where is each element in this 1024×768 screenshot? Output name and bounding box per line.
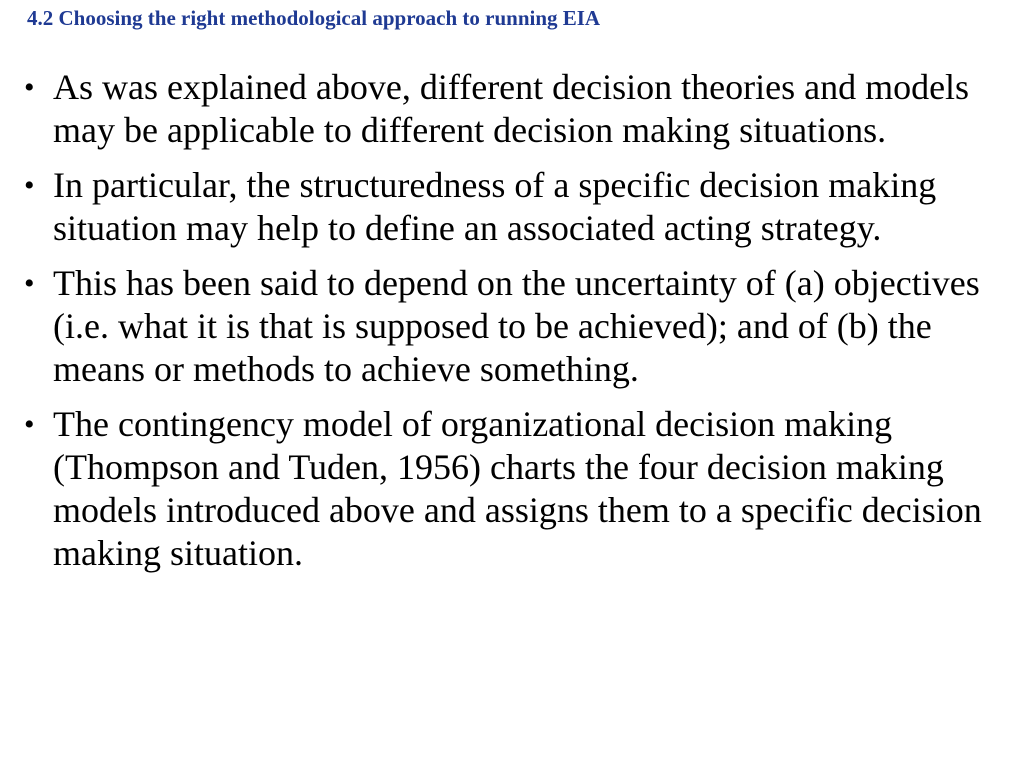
bullet-item <box>24 164 1009 250</box>
bullet-item <box>24 262 1009 391</box>
bullet-list <box>24 66 1009 587</box>
bullet-icon: • <box>24 267 35 300</box>
bullet-item <box>24 66 1009 152</box>
slide-title: 4.2 Choosing the right methodological approach to running EIA <box>27 6 601 30</box>
bullet-text: As was explained above, different decision theories and models may be applicable to different decision making situations. <box>53 67 970 150</box>
bullet-icon: • <box>24 169 35 202</box>
bullet-icon: • <box>24 408 35 441</box>
bullet-text: The contingency model of organizational decision making (Thompson and Tuden, 1956) charts the four decision making models introduced above and assigns them to a specific decision making situation. <box>53 404 982 573</box>
bullet-icon: • <box>24 71 35 104</box>
bullet-text: This has been said to depend on the uncertainty of (a) objectives (i.e. what it is that is supposed to be achieved); and of (b) the means or methods to achieve something. <box>53 263 980 389</box>
bullet-text: In particular, the structuredness of a specific decision making situation may help to define an associated acting strategy. <box>53 165 937 248</box>
bullet-item <box>24 403 1009 575</box>
